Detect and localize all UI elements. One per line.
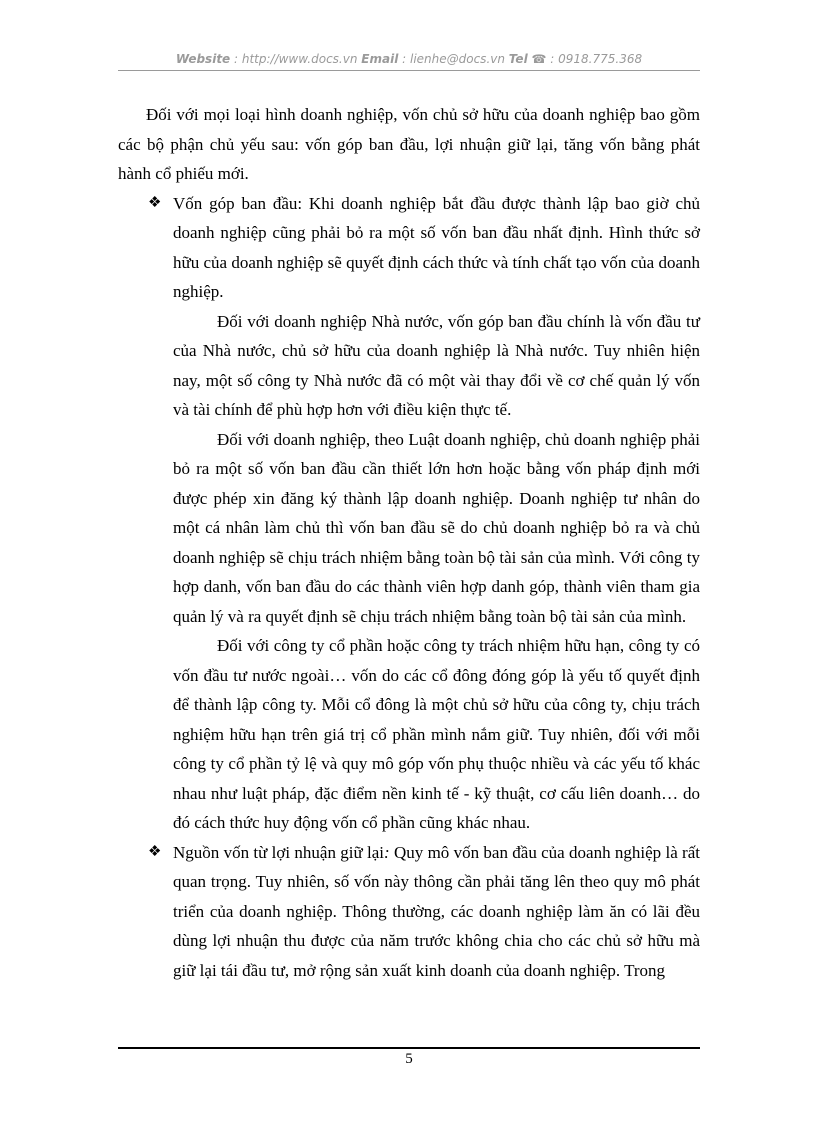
diamond-bullet-icon: ❖ [148, 843, 162, 860]
tel-value: 0918.775.368 [558, 52, 643, 66]
bullet-initial-capital-text: Vốn góp ban đầu: Khi doanh nghiệp bắt đầu được thành lập bao giờ chủ doanh nghiệp cũng phải bỏ ra một số vốn ban đầu nhất định. Hình thức sở hữu của doanh nghiệp sẽ quyết định cách thức và tính chất tạo vốn của doanh nghiệp. [173, 193, 700, 301]
intro-paragraph: Đối với mọi loại hình doanh nghiệp, vốn chủ sở hữu của doanh nghiệp bao gồm các bộ phận chủ yếu sau: vốn góp ban đầu, lợi nhuận giữ lại, tăng vốn bằng phát hành cổ phiếu mới. [118, 105, 700, 183]
page-number: 5 [405, 1051, 413, 1067]
email-separator: : [398, 52, 410, 66]
footer-divider [118, 1047, 700, 1049]
website-link[interactable]: http://www.docs.vn [241, 52, 358, 66]
phone-icon: ☎ [531, 52, 547, 66]
header-divider [118, 70, 700, 71]
bullet-retained-earnings-lead: Nguồn vốn từ lợi nhuận giữ lại [173, 842, 384, 862]
website-separator: : [230, 52, 242, 66]
bullet-retained-earnings [118, 838, 700, 986]
page-header [118, 50, 700, 68]
document-body [118, 100, 700, 985]
joint-stock-paragraph: Đối với công ty cổ phần hoặc công ty trách nhiệm hữu hạn, công ty có vốn đầu tư nước ngoài… vốn do các cổ đông đóng góp là yếu tố quyết định để thành lập công ty. Mỗi cổ đông là một chủ sở hữu của công ty, chịu trách nghiệm hữu hạn trên giá trị cổ phần mình nắm giữ. Tuy nhiên, đối với mỗi công ty cổ phần tỷ lệ và quy mô góp vốn phụ thuộc nhiều và các yếu tố khác nhau như luật pháp, đặc điểm nền kinh tế - kỹ thuật, cơ cấu liên doanh… do đó cách thức huy động vốn cổ phần cũng khác nhau. [173, 636, 700, 832]
state-enterprise-paragraph: Đối với doanh nghiệp Nhà nước, vốn góp ban đầu chính là vốn đầu tư của Nhà nước, chủ sở hữu của doanh nghiệp là Nhà nước. Tuy nhiên hiện nay, một số công ty Nhà nước đã có một vài thay đổi về cơ chế quản lý vốn và tài chính để phù hợp hơn với điều kiện thực tế. [173, 311, 700, 419]
bullet-retained-earnings-colon: : [384, 842, 390, 862]
tel-label: Tel [508, 52, 528, 66]
email-label: Email [361, 52, 399, 66]
email-link[interactable]: lienhe@docs.vn [409, 52, 505, 66]
bullet-retained-earnings-text: Quy mô vốn ban đầu của doanh nghiệp là rất quan trọng. Tuy nhiên, số vốn này thông cần phải tăng lên theo quy mô phát triển của doanh nghiệp. Thông thường, các doanh nghiệp làm ăn có lãi đều dùng lợi nhuận thu được của năm trước không chia cho các chủ sở hữu mà giữ lại tái đầu tư, mở rộng sản xuất kinh doanh của doanh nghiệp. Trong [173, 842, 700, 980]
tel-separator: : [546, 52, 559, 66]
website-label: Website [175, 52, 231, 66]
bullet-initial-capital [118, 189, 700, 307]
enterprise-law-paragraph: Đối với doanh nghiệp, theo Luật doanh nghiệp, chủ doanh nghiệp phải bỏ ra một số vốn ban đầu cần thiết lớn hơn hoặc bằng vốn pháp định mới được phép xin đăng ký thành lập doanh nghiệp. Doanh nghiệp tư nhân do một cá nhân làm chủ thì vốn ban đầu sẽ do chủ doanh nghiệp bỏ ra và chủ doanh nghiệp sẽ chịu trách nhiệm bằng toàn bộ tài sản của mình. Với công ty hợp danh, vốn ban đầu do các thành viên hợp danh góp, thành viên tham gia quản lý và ra quyết định sẽ chịu trách nhiệm bằng toàn bộ tài sản của mình. [173, 429, 700, 626]
diamond-bullet-icon: ❖ [148, 194, 162, 211]
